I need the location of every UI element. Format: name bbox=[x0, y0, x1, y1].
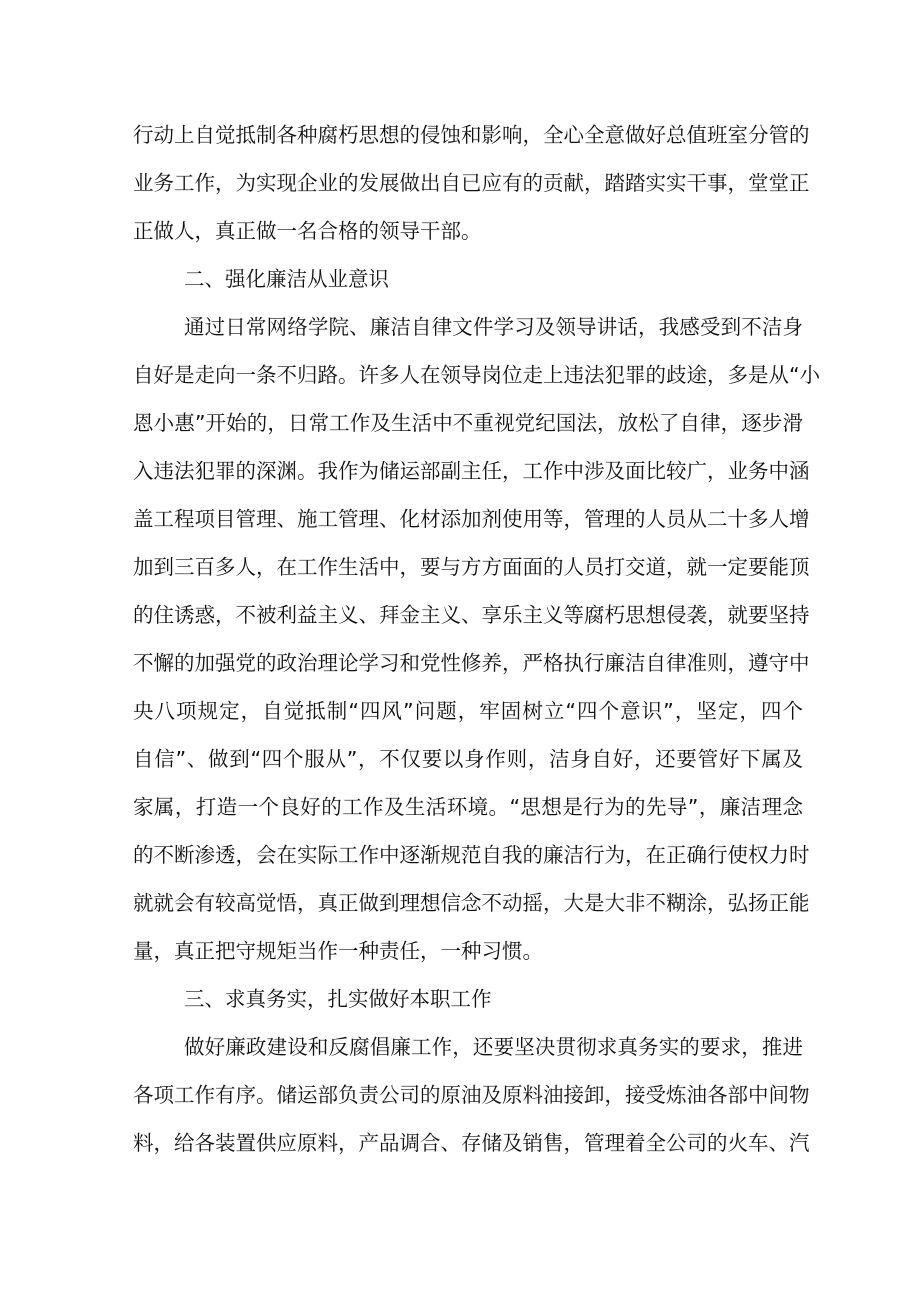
paragraph-2-line-1: 通过日常网络学院、廉洁自律文件学习及领导讲话，我感受到不洁身 bbox=[184, 315, 803, 339]
paragraph-3-line-3: 料，给各装置供应原料，产品调合、存储及销售，管理着全公司的火车、汽 bbox=[133, 1131, 810, 1155]
section-heading-3: 三、求真务实，扎实做好本职工作 bbox=[184, 987, 492, 1011]
paragraph-2-line-12: 的不断渗透，会在实际工作中逐渐规范自我的廉洁行为，在正确行使权力时 bbox=[133, 843, 810, 867]
paragraph-2-line-3: 恩小惠”开始的，日常工作及生活中不重视党纪国法，放松了自律，逐步滑 bbox=[133, 411, 803, 435]
paragraph-3-line-2: 各项工作有序。储运部负责公司的原油及原料油接卸，接受炼油各部中间物 bbox=[133, 1083, 810, 1107]
paragraph-1-line-3: 正做人，真正做一名合格的领导干部。 bbox=[133, 219, 482, 243]
paragraph-2-line-2: 自好是走向一条不归路。许多人在领导岗位走上违法犯罪的歧途，多是从“小 bbox=[133, 363, 821, 387]
paragraph-2-line-5: 盖工程项目管理、施工管理、化材添加剂使用等，管理的人员从二十多人增 bbox=[133, 507, 810, 531]
paragraph-2-line-8: 不懈的加强党的政治理论学习和党性修养，严格执行廉洁自律准则，遵守中 bbox=[133, 651, 810, 675]
section-heading-2: 二、强化廉洁从业意识 bbox=[184, 267, 389, 291]
paragraph-2-line-11: 家属，打造一个良好的工作及生活环境。“思想是行为的先导”，廉洁理念 bbox=[133, 795, 803, 819]
paragraph-1-line-2: 业务工作，为实现企业的发展做出自已应有的贡献，踏踏实实干事，堂堂正 bbox=[133, 171, 810, 195]
paragraph-3-line-1: 做好廉政建设和反腐倡廉工作，还要坚决贯彻求真务实的要求，推进 bbox=[184, 1035, 803, 1059]
paragraph-2-line-13: 就就会有较高觉悟，真正做到理想信念不动摇，大是大非不糊涂，弘扬正能 bbox=[133, 891, 810, 915]
paragraph-1-line-1: 行动上自觉抵制各种腐朽思想的侵蚀和影响，全心全意做好总值班室分管的 bbox=[133, 123, 810, 147]
paragraph-2-line-10: 自信”、做到“四个服从”，不仅要以身作则，洁身自好，还要管好下属及 bbox=[133, 747, 803, 771]
paragraph-2-line-7: 的住诱惑，不被利益主义、拜金主义、享乐主义等腐朽思想侵袭，就要坚持 bbox=[133, 603, 810, 627]
paragraph-2-line-6: 加到三百多人，在工作生活中，要与方方面面的人员打交道，就一定要能顶 bbox=[133, 555, 810, 579]
paragraph-2-line-4: 入违法犯罪的深渊。我作为储运部副主任，工作中涉及面比较广，业务中涵 bbox=[133, 459, 810, 483]
paragraph-2-line-9: 央八项规定，自觉抵制“四风”问题，牢固树立“四个意识”，坚定，四个 bbox=[133, 699, 803, 723]
paragraph-2-line-14: 量，真正把守规矩当作一种责任，一种习惯。 bbox=[133, 939, 543, 963]
